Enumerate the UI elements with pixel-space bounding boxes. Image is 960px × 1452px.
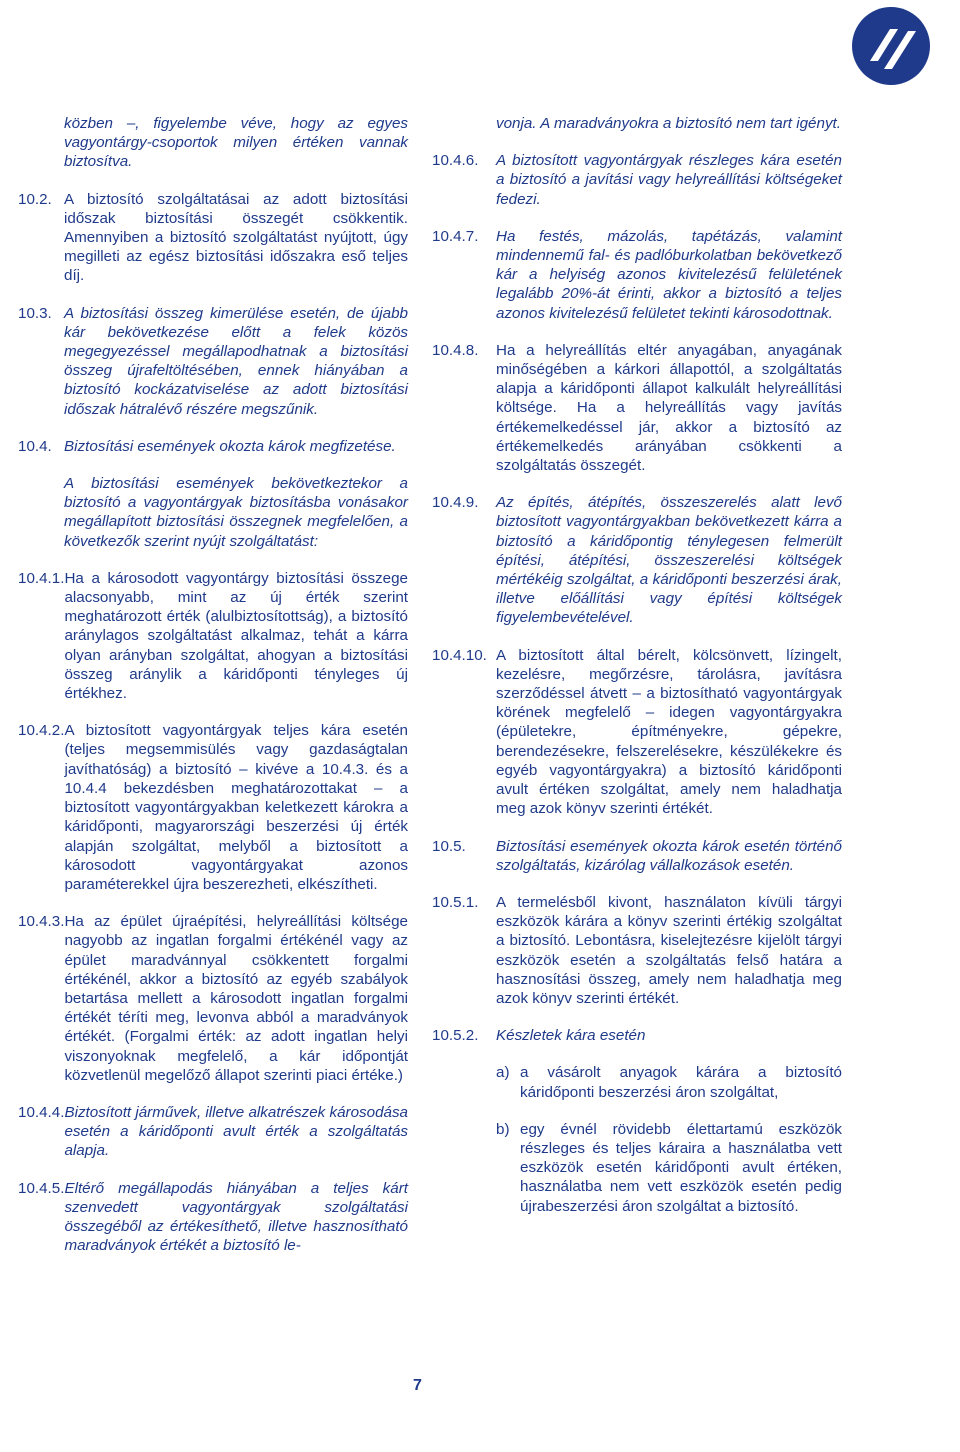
paragraph: vonja. A maradványokra a biztosító nem tart igényt. [496,115,841,132]
right-column [432,114,842,1234]
paragraph: A biztosítási események bekövetkeztekor a biztosító a vagyontárgyak biztosításba vonásakor megállapított biztosítási összegnek megfelelően, a következők szerint nyújt szolgáltatást: [64,475,408,550]
paragraph: 10.4.9. Az építés, átépítés, összeszerelés alatt levő biztosított vagyontárgyakban bekövetkezett kárra a biztosító a káridőpontig ténylegesen felmerült építési, átépítési, összeszerelési költségek mértékéig szolgáltat, a káridőponti beszerzési árak, illetve előállítási vagy építési költségek figyelembevételével. [432,494,842,627]
left-column [18,114,408,1273]
paragraph: 10.4.5. Eltérő megállapodás hiányában a teljes kárt szenvedett vagyontárgyak szolgáltatási összegéből az értékesíthető, illetve hasznosítható maradványok értékét a biztosító le- [18,1179,408,1255]
paragraph: 10.2. A biztosító szolgáltatásai az adott biztosítási időszak biztosítási összegét csökkentik. Amennyiben a biztosító szolgáltatást nyújtott, úgy megilleti az egész biztosítási időszakra eső teljes díj. [18,190,408,285]
paragraph: 10.4.4. Biztosított járművek, illetve alkatrészek károsodása esetén a káridőponti avult érték a szolgáltatás alapja. [18,1103,409,1160]
page-number: 7 [413,1377,422,1394]
paragraph: 10.4.1. Ha a károsodott vagyontárgy biztosítási összege alacsonyabb, mint az új érték szerint meghatározott érték (alulbiztosítottság), a biztosító aránylagos szolgáltatást alkalmaz, tehát a kárra olyan arányban szolgáltat, ahogyan a biztosítási összeg aránylik a káridőponti tényleges új értékhez. [18,569,408,703]
paragraph: 10.4.3. Ha az épület újraépítési, helyreállítási költsége nagyobb az ingatlan forgalmi értékénél vagy az épület maradvánnyal csökkentett forgalmi értékénél, akkor a biztosító az egyéb szabályok betartása mellett a károsodott ingatlan forgalmi értékét téríti meg, levonva abból a maradványok értékét. (Forgalmi érték: az adott ingatlan helyi viszonyoknak megfelelő, a kár időpontját közvetlenül megelőző állapot szerinti piaci értéke.) [18,913,408,1084]
list-item: a) a vásárolt anyagok kárára a biztosító káridőponti beszerzési áron szolgáltat, [496,1064,842,1101]
list-item: b) egy évnél rövidebb élettartamú eszközök részleges és teljes káraira a használatba vett eszközök esetén káridőponti avult értéken, használatba nem vett eszközök esetén pedig újrabeszerzési áron szolgáltat a biztosító. [496,1120,842,1215]
insurer-logo-icon [850,5,932,87]
paragraph: közben –, figyelembe véve, hogy az egyes vagyontárgy-csoportok milyen értéken vannak biztosítva. [64,115,408,171]
paragraph: 10.3. A biztosítási összeg kimerülése esetén, de újabb kár bekövetkezése előtt a felek közös megegyezéssel megállapodhatnak a biztosítási összeg újrafeltöltésében, ennek hiányában a biztosító kockázatviselése az adott biztosítási időszak hátralévő részére megszűnik. [18,304,408,418]
section-heading: 10.5. Biztosítási események okozta károk esetén történő szolgáltatás, kizárólag vállalkozások esetén. [432,837,842,874]
paragraph: 10.5.1. A termelésből kivont, használaton kívüli tárgyi eszközök kárára a könyv szerinti értékig szolgáltat a biztosító. Lebontásra, kiselejtezésre kijelölt tárgyi eszközök esetén a szolgáltatás felső határa a hasznosítási összeg, amely nem haladhatja meg azok könyv szerinti értékét. [432,893,842,1007]
paragraph: 10.4.6. A biztosított vagyontárgyak részleges kára esetén a biztosító a javítási vagy helyreállítási költségeket fedezi. [432,152,842,208]
paragraph: 10.4.2. A biztosított vagyontárgyak teljes kára esetén (teljes megsemmisülés vagy gazdaságtalan javíthatóság) a biztosító – kivéve a 10.4.3. és a 10.4.4 bekezdésben meghatározottakat – a biztosított vagyontárgyakban keletkezett károkra a káridőponti, magyarországi beszerzési új érték alapján szolgáltat, melyből a biztosított a károsodott vagyontárgyakat azonos paraméterekkel újra beszerezheti, elkészítheti. [18,722,408,893]
paragraph: 10.4.10. A biztosított által bérelt, kölcsönvett, lízingelt, kezelésre, megőrzésre, tárolásra, javításra szerződéssel átvett – a biztosítható vagyontárgyak körének megfelelő – idegen vagyontárgyakra (épületekre, építményekre, gépekre, berendezésekre, felszerelésekre, készülékekre és egyéb vagyontárgyakra) a biztosító káridőponti avult értéken szolgáltat, amely nem haladhatja meg azok könyv szerinti értékét. [432,646,842,818]
section-heading: 10.4. Biztosítási események okozta károk megfizetése. [18,437,396,455]
paragraph: 10.4.7. Ha festés, mázolás, tapétázás, valamint mindennemű fal- és padlóburkolatban bekövetkező kár a helyiség azonos kivitelezésű felületének legalább 20%-át érinti, akkor a biztosító a teljes azonos kivitelezésű felületet tekinti károsodottnak. [432,227,842,322]
paragraph: 10.5.2. Készletek kára esetén [432,1027,646,1045]
paragraph: 10.4.8. Ha a helyreállítás eltér anyagában, anyagának minőségében a kárkori állapottól, a szolgáltatás alapja a káridőponti állapot kalkulált helyreállítási költsége. Ha a helyreállítás vagy javítás értékemelkedéssel jár, akkor a biztosító az értékemelkedés arányában csökkenti a szolgáltatás összegét. [432,341,842,475]
